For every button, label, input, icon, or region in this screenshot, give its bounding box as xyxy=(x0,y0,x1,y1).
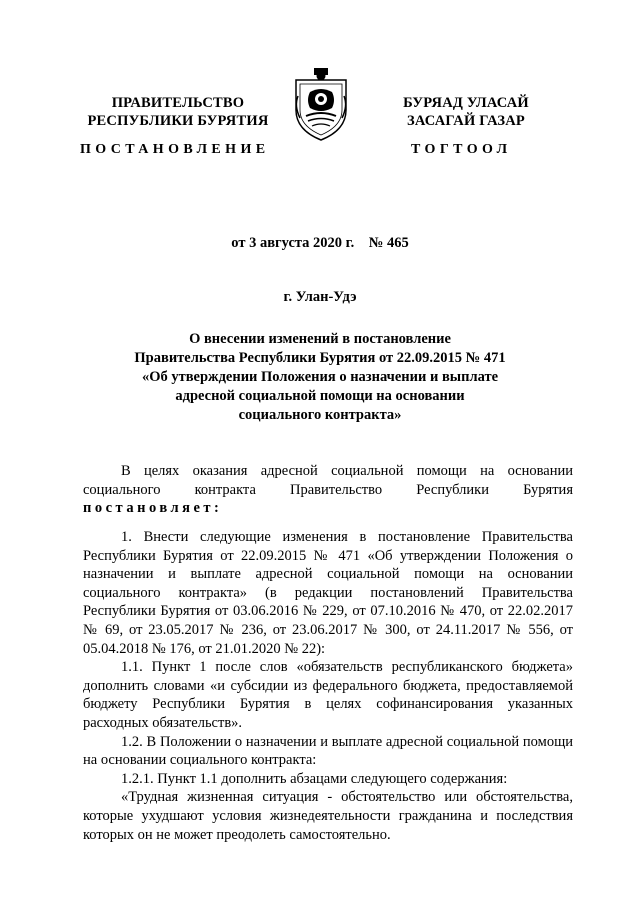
decree-city: г. Улан-Удэ xyxy=(283,289,357,305)
preamble-text: В целях оказания адресной социальной помощи на основании социального контракта Правительство Республики Бурятия xyxy=(83,463,573,498)
government-name-line2: РЕСПУБЛИКИ БУРЯТИЯ xyxy=(87,113,269,129)
decree-title xyxy=(110,330,530,425)
decree-preamble xyxy=(83,462,573,518)
title-line: адресной социальной помощи на основании xyxy=(175,388,465,404)
title-line: О внесении изменений в постановление xyxy=(189,331,451,347)
government-name-russian xyxy=(78,94,278,130)
title-line: социального контракта» xyxy=(238,407,402,423)
paragraph-1-2: 1.2. В Положении о назначении и выплате адресной социальной помощи на основании социального контракта: xyxy=(83,733,573,769)
preamble-paragraph xyxy=(83,462,573,518)
resolves-word: постановляет: xyxy=(83,500,223,517)
coat-of-arms-icon xyxy=(292,66,350,142)
decree-label-russian: ПОСТАНОВЛЕНИЕ xyxy=(80,142,270,157)
government-name-buryat-line1: БУРЯАД УЛАСАЙ xyxy=(403,95,529,111)
paragraph-1-2-1: 1.2.1. Пункт 1.1 дополнить абзацами следующего содержания: xyxy=(121,770,508,787)
decree-date-number: от 3 августа 2020 г. № 465 xyxy=(231,235,409,251)
government-name-line1: ПРАВИТЕЛЬСТВО xyxy=(111,95,245,111)
government-name-buryat xyxy=(366,94,566,130)
government-name-buryat-line2: ЗАСАГАЙ ГАЗАР xyxy=(407,113,525,129)
paragraph-1: 1. Внести следующие изменения в постановление Правительства Республики Бурятия от 22.09.2015 № 471 «Об утверждении Положения о назначении и выплате адресной социальной помощи на основании социального контракта» (в редакции постановлений Правительства Республики Бурятия от 03.06.2016 № 229, от 07.10.2016 № 470, от 22.02.2017 № 69, от 23.05.2017 № 236, от 23.06.2017 № 300, от 24.11.2017 № 556, от 05.04.2018 № 176, от 21.01.2020 № 22): xyxy=(83,529,573,657)
title-line: «Об утверждении Положения о назначении и выплате xyxy=(141,369,499,385)
paragraph-1-1: 1.1. Пункт 1 после слов «обязательств республиканского бюджета» дополнить словами «и субсидии из федерального бюджета, предоставляемой бюджету Республики Бурятия в целях софинансирования указанных расходных обязательств». xyxy=(83,659,573,731)
title-line: Правительства Республики Бурятия от 22.09.2015 № 471 xyxy=(134,350,506,366)
paragraph-quote: «Трудная жизненная ситуация - обстоятельство или обстоятельства, которые ухудшают условия жизнедеятельности гражданина и последствия которых он не может преодолеть самостоятельно. xyxy=(83,789,573,843)
decree-body xyxy=(83,528,573,844)
decree-label-buryat: ТОГТООЛ xyxy=(411,142,512,157)
